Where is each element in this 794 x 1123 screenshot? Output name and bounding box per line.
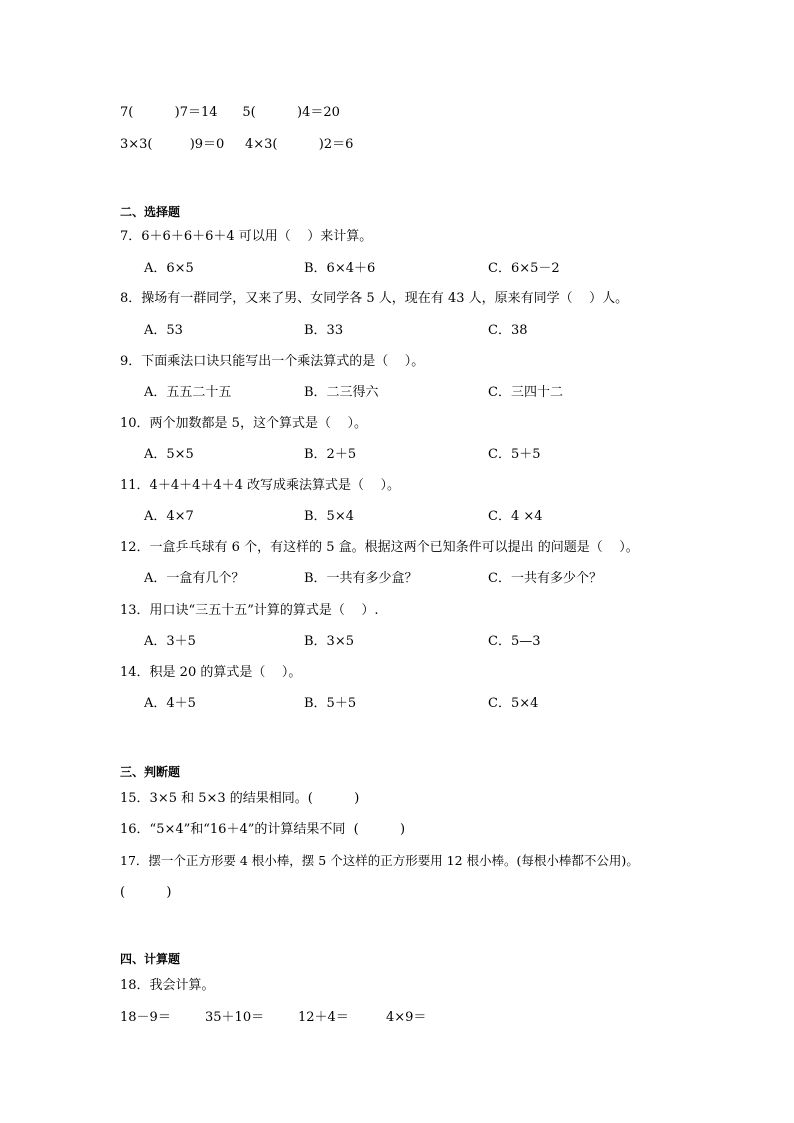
- calc-expression-3: 12＋4＝: [298, 1010, 349, 1025]
- option-10a: A．5×5: [144, 447, 194, 462]
- question-7: 7．6＋6＋6＋6＋4 可以用（ ）来计算。: [120, 229, 373, 244]
- question-12: 12．一盒乒乓球有 6 个，有这样的 5 盒。根据这两个已知条件可以提出 的问题是（ ）。: [120, 540, 639, 555]
- option-13c: C．5—3: [488, 634, 541, 649]
- option-8c: C．38: [488, 323, 528, 338]
- option-13a: A．3＋5: [144, 634, 196, 649]
- option-14c: C．5×4: [488, 696, 539, 711]
- option-8a: A．53: [144, 323, 183, 338]
- calc-expression-1: 18－9＝: [120, 1010, 171, 1025]
- question-17-answer-blank: ( ): [120, 885, 172, 900]
- section-heading-calc: 四、计算题: [120, 952, 181, 966]
- section-heading-judge: 三、判断题: [120, 765, 181, 779]
- option-11b: B．5×4: [304, 509, 354, 524]
- option-14a: A．4＋5: [144, 696, 196, 711]
- question-18: 18．我会计算。: [120, 978, 215, 993]
- option-13b: B．3×5: [304, 634, 354, 649]
- question-14: 14．积是 20 的算式是（ ）。: [120, 665, 302, 680]
- option-12b: B．一共有多少盒？: [304, 571, 418, 586]
- fill-in-line-2: 3×3( )9＝0 4×3( )2＝6: [120, 137, 354, 152]
- question-10: 10．两个加数都是 5，这个算式是（ ）。: [120, 416, 367, 431]
- calc-expression-2: 35＋10＝: [205, 1010, 265, 1025]
- question-15: 15．3×5 和 5×3 的结果相同。( ): [120, 791, 360, 806]
- question-13: 13．用口诀“三五十五”计算的算式是（ ）.: [120, 603, 379, 618]
- question-16: 16．“5×4”和“16＋4”的计算结果不同 ( ): [120, 822, 406, 837]
- option-14b: B．5＋5: [304, 696, 357, 711]
- option-7c: C．6×5－2: [488, 261, 560, 276]
- option-7a: A．6×5: [144, 261, 194, 276]
- option-11a: A．4×7: [144, 509, 194, 524]
- question-17: 17．摆一个正方形要 4 根小棒，摆 5 个这样的正方形要用 12 根小棒。(每根小棒都不公用)。: [120, 853, 639, 868]
- option-9c: C．三四十二: [488, 385, 563, 400]
- option-10c: C．5＋5: [488, 447, 541, 462]
- option-7b: B．6×4＋6: [304, 261, 376, 276]
- option-12a: A．一盒有几个？: [144, 571, 245, 586]
- option-8b: B．33: [304, 323, 344, 338]
- question-11: 11．4＋4＋4＋4＋4 改写成乘法算式是（ ）。: [120, 478, 401, 493]
- calc-expression-4: 4×9＝: [386, 1010, 427, 1025]
- option-9b: B．二三得六: [304, 385, 379, 400]
- option-12c: C．一共有多少个？: [488, 571, 602, 586]
- question-9: 9．下面乘法口诀只能写出一个乘法算式的是（ ）。: [120, 354, 425, 369]
- option-11c: C．4 ×4: [488, 509, 543, 524]
- option-9a: A．五五二十五: [144, 385, 232, 400]
- option-10b: B．2＋5: [304, 447, 357, 462]
- fill-in-line-1: 7( )7＝14 5( )4＝20: [120, 105, 340, 120]
- section-heading-choice: 二、选择题: [120, 205, 181, 219]
- question-8: 8．操场有一群同学，又来了男、女同学各 5 人，现在有 43 人，原来有同学（ ）人。: [120, 291, 629, 306]
